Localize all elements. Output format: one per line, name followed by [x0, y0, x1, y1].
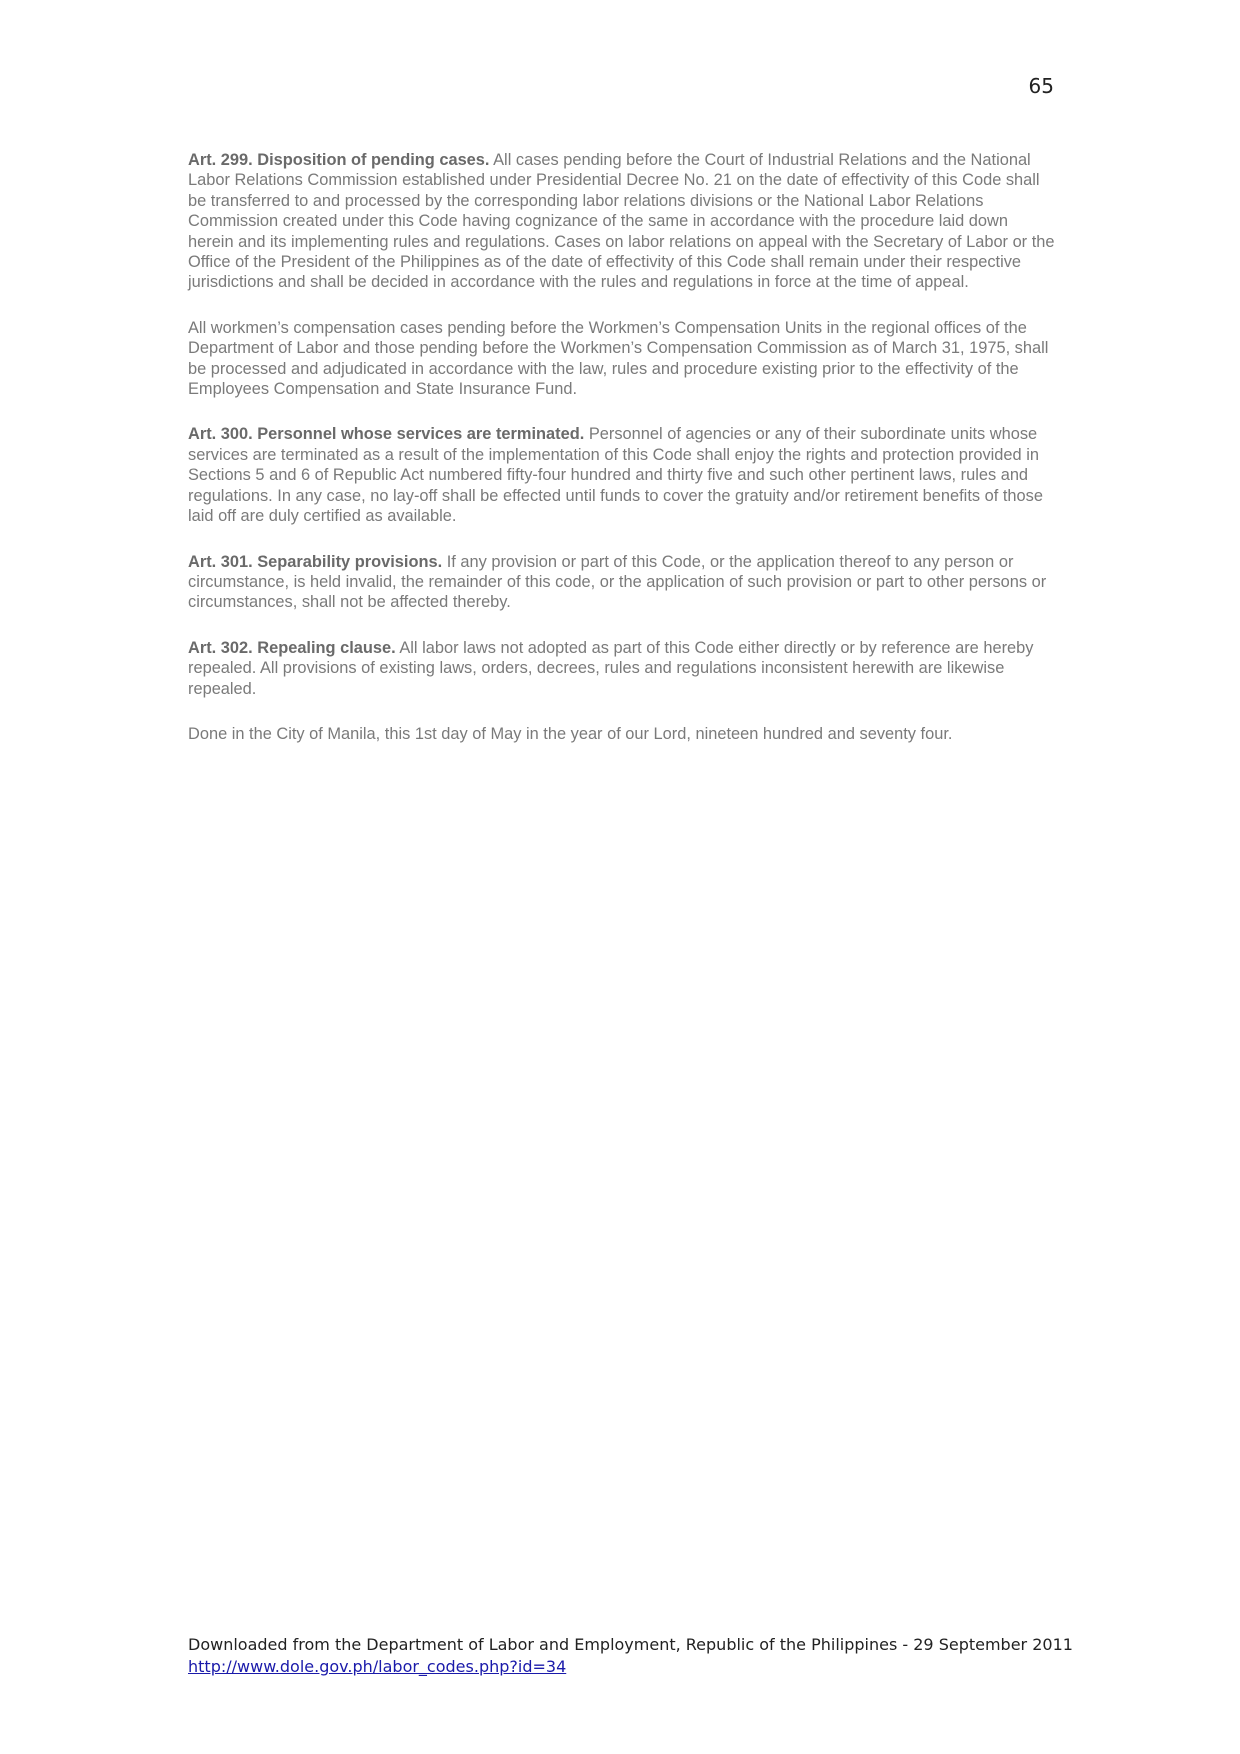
article-text: Personnel of agencies or any of their subordinate units whose services are terminated as a result of the implementation of this Code shall enjoy the rights and protection provided in Sections 5 and 6 of Republic Act numbered fifty-four hundred and thirty five and such other pertinent laws, rules and regulations. In any case, no lay-off shall be effected until funds to cover the gratuity and/or retirement benefits of those laid off are duly certified as available. [188, 425, 1043, 526]
article-heading: Art. 300. Personnel whose services are terminated. [188, 425, 585, 444]
article-heading: Art. 302. Repealing clause. [188, 638, 396, 657]
article-301 [188, 552, 1058, 613]
closing-text: Done in the City of Manila, this 1st day of May in the year of our Lord, nineteen hundred and seventy four. [188, 724, 953, 743]
article-299-continuation [188, 318, 1058, 400]
closing-statement [188, 724, 1058, 744]
article-text: All workmen’s compensation cases pending before the Workmen’s Compensation Units in the regional offices of the Department of Labor and those pending before the Workmen’s Compensation Commission as of March 31, 1975, shall be processed and adjudicated in accordance with the law, rules and procedure existing prior to the effectivity of the Employees Compensation and State Insurance Fund. [188, 318, 1049, 399]
article-300 [188, 424, 1058, 526]
footer-source-link[interactable]: http://www.dole.gov.ph/labor_codes.php?id=34 [188, 1657, 567, 1676]
footer-source-line: Downloaded from the Department of Labor and Employment, Republic of the Philippines - 29 September 2011 [188, 1635, 1073, 1654]
article-302 [188, 638, 1058, 699]
article-text: All cases pending before the Court of Industrial Relations and the National Labor Relations Commission established under Presidential Decree No. 21 on the date of effectivity of this Code shall be transferred to and processed by the corresponding labor relations divisions or the National Labor Relations Commission created under this Code having cognizance of the same in accordance with the procedure laid down herein and its implementing rules and regulations. Cases on labor relations on appeal with the Secretary of Labor or the Office of the President of the Philippines as of the date of effectivity of this Code shall remain under their respective jurisdictions and shall be decided in accordance with the rules and regulations in force at the time of appeal. [188, 151, 1055, 292]
article-heading: Art. 301. Separability provisions. [188, 552, 443, 571]
article-text: If any provision or part of this Code, or the application thereof to any person or circumstance, is held invalid, the remainder of this code, or the application of such provision or part to other persons or circumstances, shall not be affected thereby. [188, 552, 1047, 612]
page-number: 65 [1028, 74, 1054, 98]
document-body [188, 150, 1058, 769]
article-heading: Art. 299. Disposition of pending cases. [188, 151, 490, 169]
page-footer [188, 1634, 1088, 1678]
article-299 [188, 150, 1058, 293]
article-text: All labor laws not adopted as part of this Code either directly or by reference are hereby repealed. All provisions of existing laws, orders, decrees, rules and regulations inconsistent herewith are likewise repealed. [188, 638, 1034, 698]
